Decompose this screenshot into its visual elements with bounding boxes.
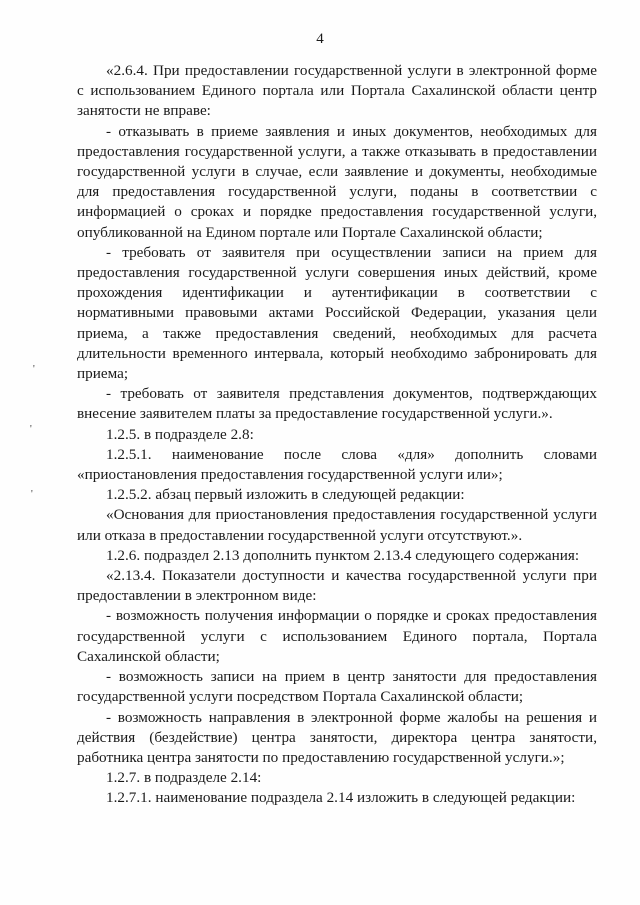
paragraph-refusal-item: - отказывать в приеме заявления и иных документов, необходимых для предоставления государственной услуги, а также отказывать в предоставлении государственной услуги в случае, если заявление и документы, необходимые для предоставления государственной услуги, поданы в соответствии с информацией о сроках и порядке предоставления государственной услуги, опубликованной на Едином портале или Портале Сахалинской области; (77, 122, 597, 241)
paragraph-2-6-4-intro: «2.6.4. При предоставлении государственной услуги в электронной форме с использованием Единого портала или Портала Сахалинской области центр занятости не вправе: (77, 62, 597, 120)
paragraph-record-item: - возможность записи на прием в центр занятости для предоставления государственной услуги посредством Портала Сахалинской области; (77, 668, 597, 706)
paragraph-1-2-5-1: 1.2.5.1. наименование после слова «для» дополнить словами «приостановления предоставления государственной услуги или»; (77, 445, 597, 484)
document-body (77, 61, 597, 809)
page-number: 4 (316, 31, 324, 47)
paragraph-2-13-4: «2.13.4. Показатели доступности и качества государственной услуги при предоставлении в электронном виде: (77, 567, 597, 605)
margin-mark: ' (30, 424, 32, 435)
paragraph-appointment-item: - требовать от заявителя при осуществлении записи на прием для предоставления государственной услуги совершения иных действий, кроме прохождения идентификации и аутентификации в соответствии с нормативными правовыми актами Российской Федерации, указания цели приема, а также предоставления сведений, необходимых для расчета длительности временного интервала, который необходимо забронировать для приема; (77, 243, 597, 383)
paragraph-1-2-5: 1.2.5. в подразделе 2.8: (106, 425, 254, 443)
paragraph-grounds: «Основания для приостановления предоставления государственной услуги или отказа в предоставлении государственной услуги отсутствуют.». (77, 506, 597, 544)
paragraph-info-item: - возможность получения информации о порядке и сроках предоставления государственной услуги с использованием Единого портала, Портала Сахалинской области; (77, 607, 597, 665)
paragraph-1-2-6: 1.2.6. подраздел 2.13 дополнить пунктом 2.13.4 следующего содержания: (106, 546, 580, 564)
paragraph-payment-item: - требовать от заявителя представления документов, подтверждающих внесение заявителем платы за предоставление государственной услуги.». (77, 385, 597, 423)
paragraph-complaint-item: - возможность направления в электронной форме жалобы на решения и действия (бездействие) центра занятости, директора центра занятости, работника центра занятости по предоставлению государственной услуги.»; (77, 708, 597, 766)
margin-mark: ' (31, 489, 33, 500)
paragraph-1-2-7: 1.2.7. в подразделе 2.14: (106, 769, 262, 787)
margin-mark: ' (33, 364, 35, 375)
paragraph-1-2-5-2: 1.2.5.2. абзац первый изложить в следующей редакции: (106, 486, 465, 504)
paragraph-1-2-7-1: 1.2.7.1. наименование подраздела 2.14 изложить в следующей редакции: (106, 789, 576, 807)
